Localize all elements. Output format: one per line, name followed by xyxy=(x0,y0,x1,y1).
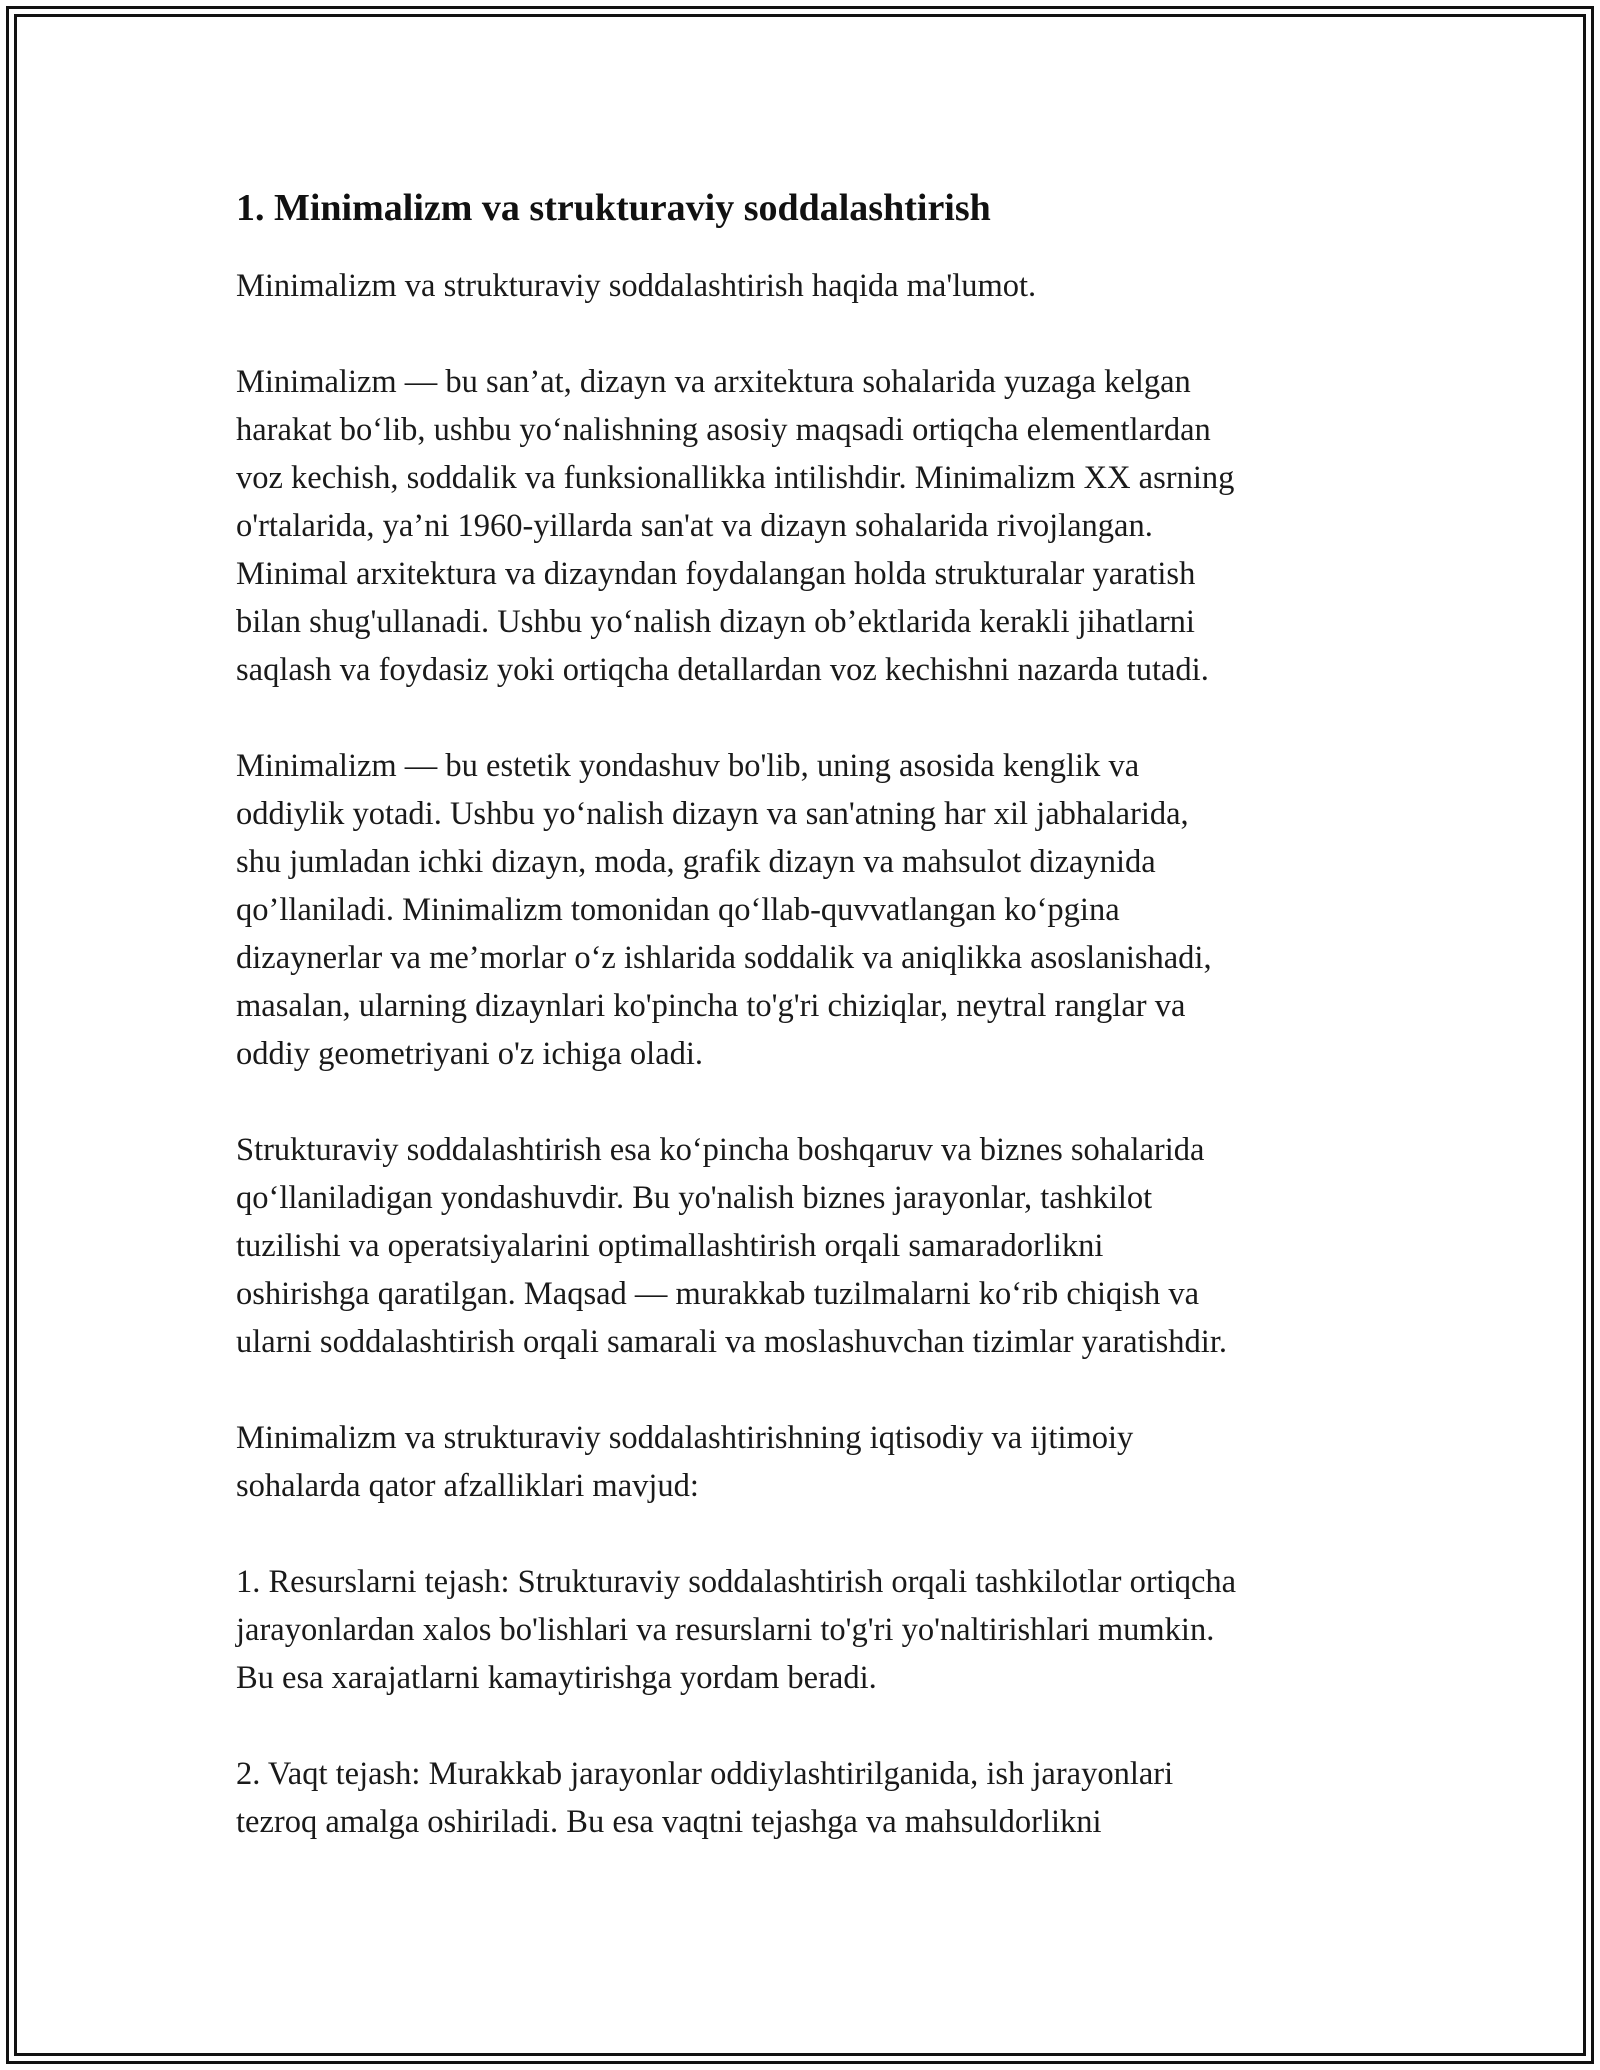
text-line: dizaynerlar va me’morlar o‘z ishlarida soddalik va aniqlikka asoslanishadi, xyxy=(236,940,1212,976)
text-line: tuzilishi va operatsiyalarini optimallashtirish orqali samaradorlikni xyxy=(236,1228,1104,1264)
paragraph-minimalism-definition xyxy=(236,358,1396,694)
list-item-resource-saving xyxy=(236,1558,1396,1702)
text-line: harakat bo‘lib, ushbu yo‘nalishning asosiy maqsadi ortiqcha elementlardan xyxy=(236,412,1211,448)
text-line: ularni soddalashtirish orqali samarali va moslashuvchan tizimlar yaratishdir. xyxy=(236,1324,1227,1360)
text-line: Bu esa xarajatlarni kamaytirishga yordam beradi. xyxy=(236,1660,877,1696)
text-line: shu jumladan ichki dizayn, moda, grafik dizayn va mahsulot dizaynida xyxy=(236,844,1156,880)
paragraph-intro xyxy=(236,262,1396,310)
text-line: 2. Vaqt tejash: Murakkab jarayonlar oddiylashtirilganida, ish jarayonlari xyxy=(236,1756,1174,1792)
text-line: masalan, ularning dizaynlari ko'pincha to'g'ri chiziqlar, neytral ranglar va xyxy=(236,988,1186,1024)
section-heading: 1. Minimalizm va strukturaviy soddalashtirish xyxy=(236,187,991,229)
text-line: oddiy geometriyani o'z ichiga oladi. xyxy=(236,1036,704,1072)
text-line: o'rtalarida, ya’ni 1960-yillarda san'at va dizayn sohalarida rivojlangan. xyxy=(236,508,1153,544)
text-line: jarayonlardan xalos bo'lishlari va resurslarni to'g'ri yo'naltirishlari mumkin. xyxy=(236,1612,1215,1648)
text-line: voz kechish, soddalik va funksionallikka intilishdir. Minimalizm XX asrning xyxy=(236,460,1235,496)
text-line: Minimalizm va strukturaviy soddalashtirishning iqtisodiy va ijtimoiy xyxy=(236,1420,1134,1456)
text-line: qo‘llaniladigan yondashuvdir. Bu yo'nalish biznes jarayonlar, tashkilot xyxy=(236,1180,1153,1216)
text-line: tezroq amalga oshiriladi. Bu esa vaqtni tejashga va mahsuldorlikni xyxy=(236,1804,1102,1840)
text-line: oshirishga qaratilgan. Maqsad — murakkab tuzilmalarni ko‘rib chiqish va xyxy=(236,1276,1200,1312)
text-line: 1. Resurslarni tejash: Strukturaviy soddalashtirish orqali tashkilotlar ortiqcha xyxy=(236,1564,1237,1600)
paragraph-structural-simplification xyxy=(236,1126,1396,1366)
text-line: Strukturaviy soddalashtirish esa ko‘pincha boshqaruv va biznes sohalarida xyxy=(236,1132,1205,1168)
text-line: Minimal arxitektura va dizayndan foydalangan holda strukturalar yaratish xyxy=(236,556,1196,592)
paragraph-aesthetic-approach xyxy=(236,742,1396,1078)
text-line: oddiylik yotadi. Ushbu yo‘nalish dizayn va san'atning har xil jabhalarida, xyxy=(236,796,1189,832)
text-line: sohalarda qator afzalliklari mavjud: xyxy=(236,1468,699,1504)
document-body xyxy=(236,184,1396,1894)
text-line: saqlash va foydasiz yoki ortiqcha detallardan voz kechishni nazarda tutadi. xyxy=(236,652,1209,688)
list-item-time-saving xyxy=(236,1750,1396,1846)
text-line: Minimalizm va strukturaviy soddalashtirish haqida ma'lumot. xyxy=(236,268,1037,304)
paragraph-advantages-intro xyxy=(236,1414,1396,1510)
text-line: Minimalizm — bu san’at, dizayn va arxitektura sohalarida yuzaga kelgan xyxy=(236,364,1191,400)
text-line: bilan shug'ullanadi. Ushbu yo‘nalish dizayn ob’ektlarida kerakli jihatlarni xyxy=(236,604,1195,640)
text-line: Minimalizm — bu estetik yondashuv bo'lib, uning asosida kenglik va xyxy=(236,748,1140,784)
text-line: qo’llaniladi. Minimalizm tomonidan qo‘llab-quvvatlangan ko‘pgina xyxy=(236,892,1120,928)
